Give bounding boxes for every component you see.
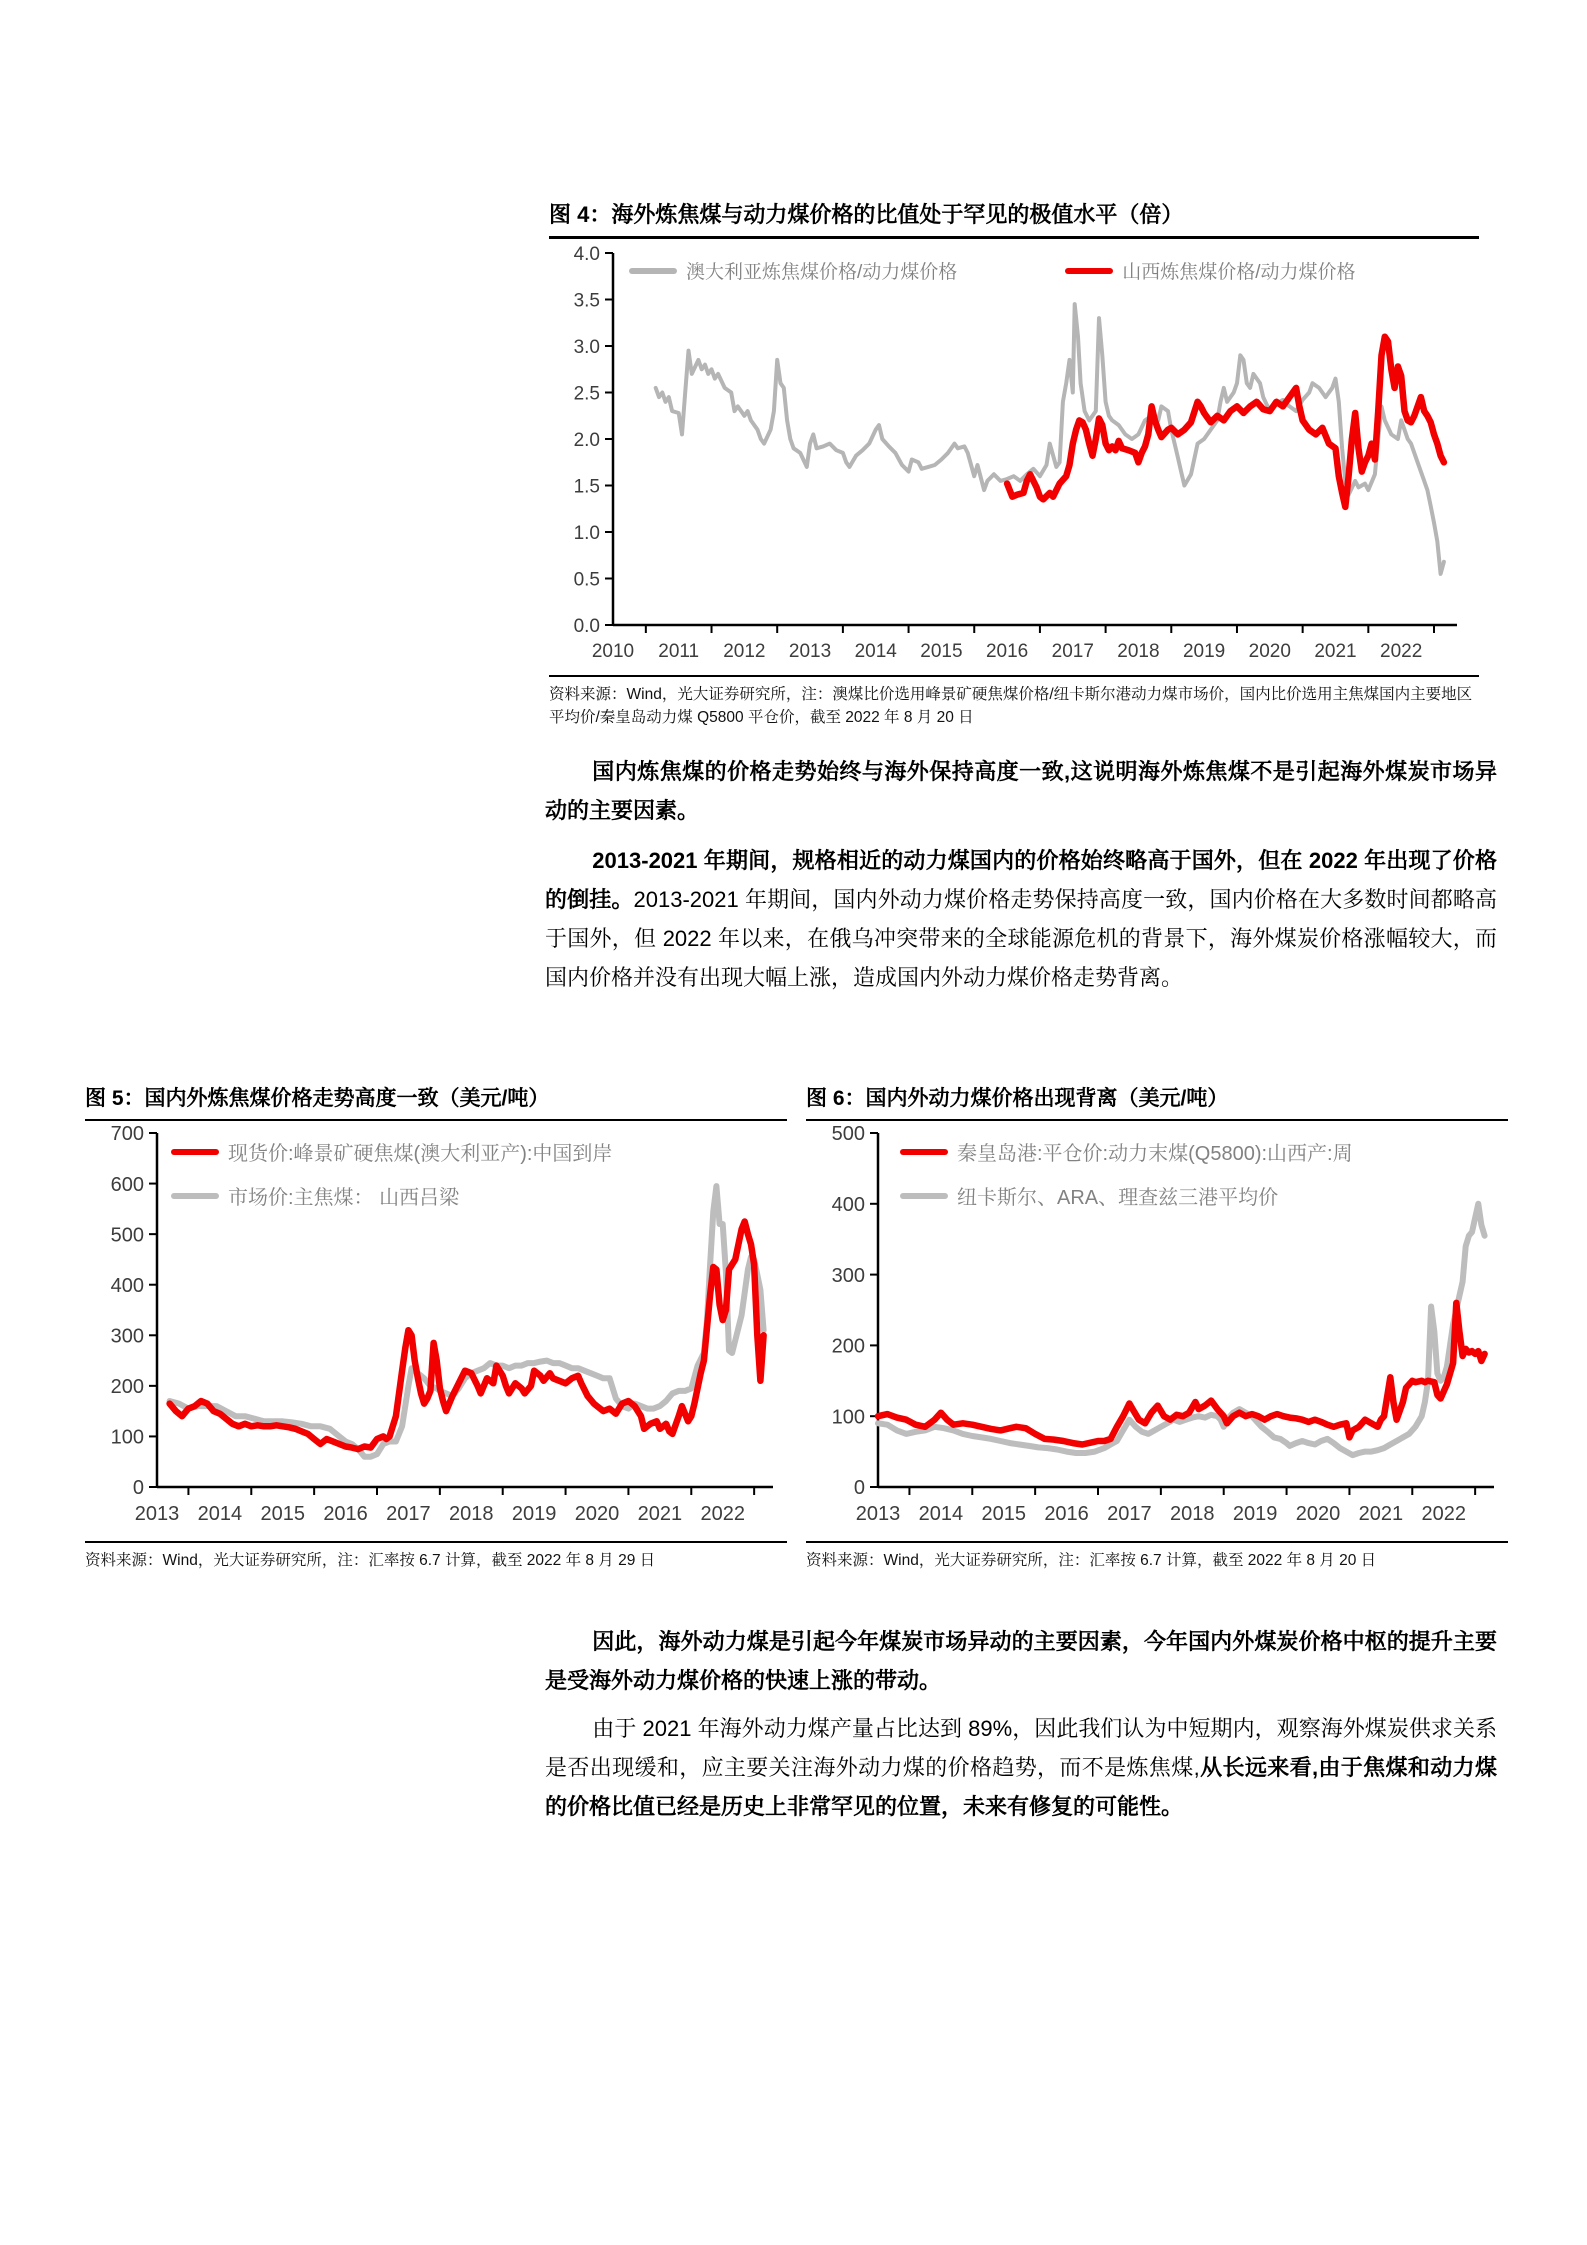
svg-text:2019: 2019	[1182, 641, 1226, 662]
legend-entry	[171, 1181, 459, 1210]
svg-text:2022: 2022	[700, 1503, 745, 1525]
svg-text:2015: 2015	[920, 641, 963, 662]
figure-6	[806, 1082, 1508, 1572]
svg-text:2019: 2019	[1232, 1503, 1278, 1525]
svg-text:2013: 2013	[855, 1503, 901, 1525]
figure-5-legend	[171, 1137, 612, 1210]
legend-line-swatch-icon	[171, 1193, 219, 1199]
svg-text:2011: 2011	[658, 641, 700, 662]
paragraph-4-body-text: 由于 2021 年海外动力煤产量占比达到 89%，因此我们认为中短期内，观察海外煤炭供求关系是否出现缓和，应主要关注海外动力煤的价格趋势，而不是炼焦煤,	[545, 1716, 1497, 1780]
svg-text:1.5: 1.5	[573, 476, 600, 498]
paragraph-2	[545, 841, 1497, 997]
paragraph-2-body-text: 2013-2021 年期间，国内外动力煤价格走势保持高度一致，国内价格在大多数时间都略高于国外，但 2022 年以来，在俄乌冲突带来的全球能源危机的背景下，海外煤炭价格涨幅较大，而国内价格并没有出现大幅上涨，造成国内外动力煤价格走势背离。	[545, 887, 1497, 990]
legend-label: 纽卡斯尔、ARA、理查兹三港平均价	[957, 1187, 1279, 1209]
legend-label: 现货价:峰景矿硬焦煤(澳大利亚产):中国到岸	[228, 1143, 613, 1165]
legend-line-swatch-icon	[1065, 268, 1113, 274]
paragraph-1-bold-text: 国内炼焦煤的价格走势始终与海外保持高度一致,这说明海外炼焦煤不是引起海外煤炭市场异动的主要因素。	[545, 759, 1497, 823]
svg-text:2018: 2018	[449, 1503, 494, 1525]
svg-text:300: 300	[831, 1264, 865, 1287]
figure-4	[549, 198, 1479, 729]
svg-text:500: 500	[110, 1224, 144, 1247]
svg-text:2020: 2020	[574, 1503, 620, 1525]
svg-text:2013: 2013	[788, 641, 832, 662]
figure-4-title: 图 4：海外炼焦煤与动力煤价格的比值处于罕见的极值水平（倍）	[549, 198, 1479, 239]
svg-text:2.0: 2.0	[573, 429, 600, 451]
svg-text:0.0: 0.0	[573, 615, 600, 637]
svg-text:2012: 2012	[723, 641, 766, 662]
svg-text:300: 300	[110, 1325, 144, 1348]
figure-5-title: 图 5：国内外炼焦煤价格走势高度一致（美元/吨）	[85, 1082, 787, 1121]
svg-text:2020: 2020	[1248, 641, 1291, 662]
legend-label: 秦皇岛港:平仓价:动力末煤(Q5800):山西产:周	[957, 1143, 1353, 1165]
svg-text:2020: 2020	[1295, 1503, 1341, 1525]
legend-entry	[629, 257, 957, 284]
legend-label: 山西炼焦煤价格/动力煤价格	[1122, 262, 1356, 283]
legend-label: 澳大利亚炼焦煤价格/动力煤价格	[686, 262, 958, 283]
figure-6-line-chart	[806, 1121, 1508, 1541]
svg-text:200: 200	[831, 1335, 865, 1358]
svg-text:200: 200	[110, 1376, 144, 1399]
svg-text:2016: 2016	[323, 1503, 368, 1525]
figure-4-chart-svg	[549, 239, 1479, 675]
svg-text:2014: 2014	[854, 641, 897, 662]
svg-text:0.5: 0.5	[573, 569, 600, 591]
svg-text:2013: 2013	[134, 1503, 180, 1525]
svg-text:2022: 2022	[1380, 641, 1423, 662]
svg-text:2022: 2022	[1421, 1503, 1466, 1525]
svg-text:2017: 2017	[1107, 1503, 1152, 1525]
figure-4-line-chart	[549, 239, 1479, 675]
svg-text:2014: 2014	[197, 1503, 243, 1525]
svg-text:500: 500	[831, 1123, 865, 1146]
svg-text:2015: 2015	[981, 1503, 1026, 1525]
paragraph-1	[545, 752, 1497, 830]
svg-text:0: 0	[853, 1477, 865, 1500]
svg-text:2021: 2021	[637, 1503, 683, 1525]
svg-text:2016: 2016	[1044, 1503, 1089, 1525]
figure-5	[85, 1082, 787, 1572]
paragraph-3	[545, 1622, 1497, 1700]
legend-line-swatch-icon	[900, 1193, 948, 1199]
svg-text:2.5: 2.5	[573, 383, 600, 405]
svg-text:2018: 2018	[1117, 641, 1160, 662]
svg-text:2021: 2021	[1358, 1503, 1404, 1525]
svg-text:600: 600	[110, 1173, 144, 1196]
svg-text:3.5: 3.5	[573, 290, 600, 312]
svg-text:400: 400	[831, 1194, 865, 1216]
figure-4-source-note: 资料来源：Wind，光大证券研究所，注：澳煤比价选用峰景矿硬焦煤价格/纽卡斯尔港动力煤市场价，国内比价选用主焦煤国内主要地区平均价/秦皇岛动力煤 Q5800 平仓价，截至 2022 年 8 月 20 日	[549, 675, 1479, 729]
figure-6-source-note: 资料来源：Wind，光大证券研究所，注：汇率按 6.7 计算，截至 2022 年 8 月 20 日	[806, 1541, 1508, 1572]
paragraph-4	[545, 1709, 1497, 1826]
legend-line-swatch-icon	[171, 1149, 219, 1155]
svg-text:2015: 2015	[260, 1503, 305, 1525]
svg-text:2021: 2021	[1314, 641, 1357, 662]
svg-text:2010: 2010	[591, 641, 635, 662]
svg-text:100: 100	[110, 1426, 144, 1449]
legend-line-swatch-icon	[629, 268, 677, 274]
paragraph-4-bold-tail: 从长远来看,由于焦煤和动力煤的价格比值已经是历史上非常罕见的位置，未来有修复的可能性。	[545, 1755, 1497, 1819]
figure-4-legend	[629, 257, 1356, 284]
svg-text:100: 100	[831, 1406, 865, 1429]
svg-text:2018: 2018	[1170, 1503, 1215, 1525]
legend-entry	[900, 1137, 1353, 1166]
paragraph-2-bold-lead: 2013-2021 年期间，规格相近的动力煤国内的价格始终略高于国外，但在 2022 年出现了价格的倒挂。	[545, 848, 1497, 912]
svg-text:400: 400	[110, 1274, 144, 1297]
svg-text:1.0: 1.0	[573, 522, 600, 544]
svg-text:0: 0	[132, 1477, 144, 1500]
svg-text:2016: 2016	[985, 641, 1029, 662]
legend-entry	[171, 1137, 612, 1166]
legend-line-swatch-icon	[900, 1149, 948, 1155]
paragraph-3-bold-text: 因此，海外动力煤是引起今年煤炭市场异动的主要因素，今年国内外煤炭价格中枢的提升主要是受海外动力煤价格的快速上涨的带动。	[545, 1629, 1497, 1693]
svg-text:2017: 2017	[386, 1503, 431, 1525]
figure-5-source-note: 资料来源：Wind，光大证券研究所，注：汇率按 6.7 计算，截至 2022 年 8 月 29 日	[85, 1541, 787, 1572]
svg-text:2014: 2014	[918, 1503, 964, 1525]
figure-5-line-chart	[85, 1121, 787, 1541]
legend-entry	[900, 1181, 1278, 1210]
svg-text:4.0: 4.0	[573, 243, 600, 265]
figure-6-legend	[900, 1137, 1353, 1210]
figure-6-title: 图 6：国内外动力煤价格出现背离（美元/吨）	[806, 1082, 1508, 1121]
svg-text:3.0: 3.0	[573, 336, 600, 358]
svg-text:700: 700	[110, 1123, 144, 1146]
legend-entry	[1065, 257, 1355, 284]
svg-text:2017: 2017	[1051, 641, 1094, 662]
svg-text:2019: 2019	[511, 1503, 557, 1525]
legend-label: 市场价:主焦煤： 山西吕梁	[228, 1187, 460, 1209]
